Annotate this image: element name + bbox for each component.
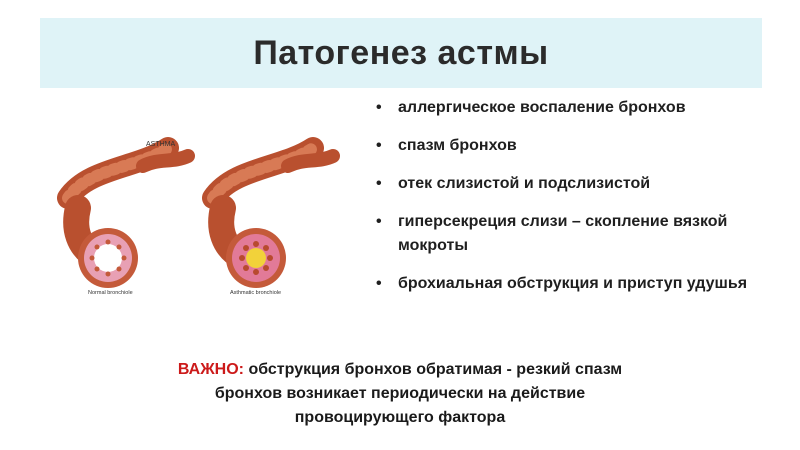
important-line-2: бронхов возникает периодически на действие	[214, 385, 586, 402]
caption-asthmatic: Asthmatic bronchiole	[230, 290, 282, 296]
list-item: • аллергическое воспаление бронхов	[372, 96, 772, 120]
important-note	[40, 358, 760, 430]
important-line-1	[40, 358, 760, 382]
list-item: • гиперсекреция слизи – скопление вязкой мокроты	[372, 210, 772, 258]
slide-title: Патогенез астмы	[253, 33, 549, 72]
caption-normal: Normal bronchiole	[88, 290, 133, 296]
asthmatic-bronchiole-illustration	[213, 148, 333, 288]
asthma-bronchiole-illustration	[48, 128, 348, 298]
list-item: • брохиальная обструкция и приступ удушья	[372, 272, 772, 296]
normal-bronchiole-illustration	[68, 148, 188, 288]
title-band	[40, 18, 762, 88]
bronchiole-svg	[48, 128, 348, 298]
figure-heading: ASTHMA	[146, 141, 176, 148]
pathogenesis-list	[372, 96, 772, 310]
important-line-3: провоцирующего фактора	[294, 409, 506, 426]
list-item: • спазм бронхов	[372, 134, 772, 158]
important-label: ВАЖНО:	[177, 361, 245, 378]
list-item: • отек слизистой и подслизистой	[372, 172, 772, 196]
important-text-1: обструкция бронхов обратимая - резкий спазм	[244, 361, 623, 378]
